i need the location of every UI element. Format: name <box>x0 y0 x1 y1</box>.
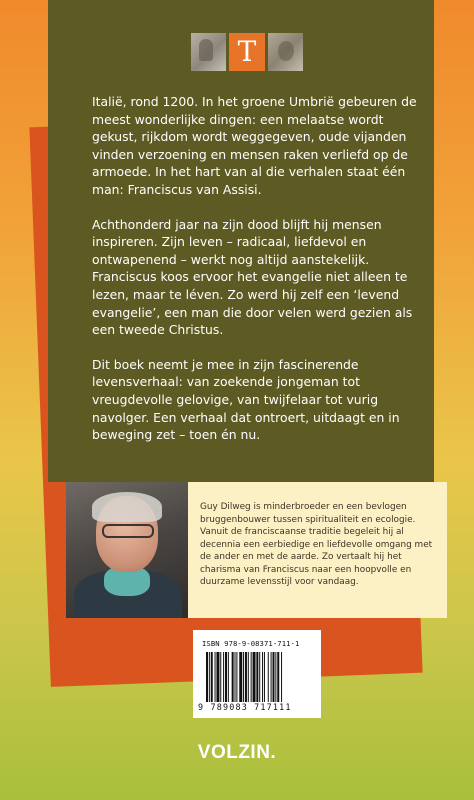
author-bio-box <box>66 482 447 618</box>
back-cover-blurb <box>92 93 422 461</box>
author-photo <box>66 482 188 618</box>
logo-image-right <box>268 33 303 71</box>
publisher-logo <box>191 33 303 71</box>
author-bio-text: Guy Dilweg is minderbroeder en een bevlogen bruggenbouwer tussen spiritualiteit en ecologie. Vanuit de franciscaanse traditie begeleit hij al decennia een eerbiedige en liefdevolle omgang met de ander en met de aarde. Zo vertaalt hij het charisma van Franciscus naar een hoopvolle en duurzame levensstijl voor vandaag. <box>200 502 433 587</box>
publisher-name: VOLZIN. <box>197 742 277 763</box>
barcode-digits: 9 789083 717111 <box>198 702 292 712</box>
logo-image-left <box>191 33 226 71</box>
logo-letter-tile <box>229 33 264 71</box>
isbn-label: ISBN 978-9-08371-711-1 <box>202 639 300 648</box>
blurb-paragraph-1: Italië, rond 1200. In het groene Umbrië gebeuren de meest wonderlijke dingen: een melaatse wordt gekust, rijkdom wordt weggegeven, oude vijanden vinden verzoening en mensen raken verliefd op de armoede. In het hart van al die verhalen staat één man: Franciscus van Assisi. <box>92 94 417 197</box>
barcode-bars <box>206 652 310 702</box>
isbn-barcode <box>193 630 321 718</box>
blurb-paragraph-3: Dit boek neemt je mee in zijn fascinerende levensverhaal: van zoekende jongeman tot vreugdevolle gelovige, van twijfelaar tot vurig navolger. Een verhaal dat ontroert, uitdaagt en in beweging zet – toen én nu. <box>92 356 400 443</box>
blurb-paragraph-2: Achthonderd jaar na zijn dood blijft hij mensen inspireren. Zijn leven – radicaal, liefdevol en ontwapenend – werkt nog altijd aanstekelijk. Franciscus koos ervoor het evangelie niet alleen te lezen, maar te léven. Zo werd hij zelf een ‘levend evangelie’, een man die door velen werd gezien als een tweede Christus. <box>92 216 413 338</box>
logo-letter: T <box>237 35 257 68</box>
